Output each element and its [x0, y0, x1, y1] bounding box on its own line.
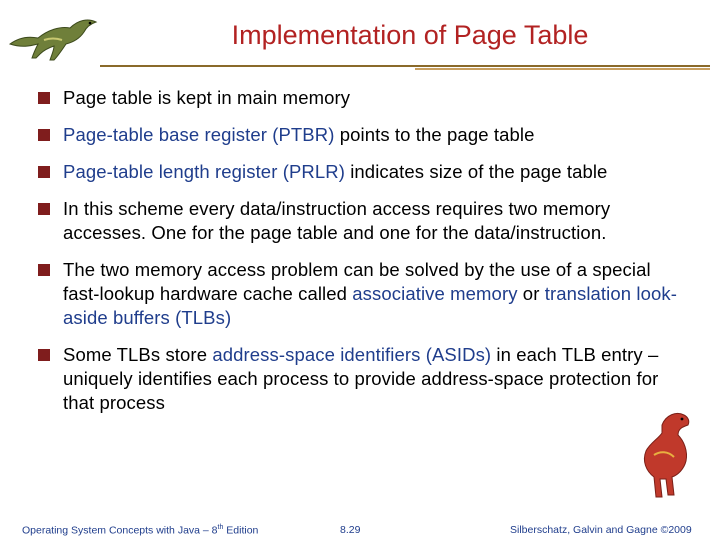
bullet-list — [38, 86, 678, 428]
bullet-item — [38, 258, 678, 330]
bullet-item — [38, 197, 678, 245]
bullet-item — [38, 123, 678, 147]
bullet-text: or — [517, 283, 545, 304]
title-divider-accent — [415, 68, 710, 70]
bullet-square-icon — [38, 349, 50, 361]
bullet-text: in each TLB entry – uniquely identifies each process to provide address-space protection for that process — [63, 344, 659, 413]
highlighted-term: Page-table base register (PTBR) — [63, 124, 335, 145]
title-divider — [100, 65, 710, 67]
footer-page-number: 8.29 — [340, 524, 361, 536]
highlighted-term: Page-table length register (PRLR) — [63, 161, 345, 182]
bullet-square-icon — [38, 203, 50, 215]
footer-book-title: Operating System Concepts with Java – 8th Edition — [22, 524, 259, 537]
bullet-text: The two memory access problem can be solved by the use of a special fast-lookup hardware cache called — [63, 259, 651, 304]
bullet-item — [38, 160, 678, 184]
highlighted-term: associative memory — [352, 283, 518, 304]
bullet-square-icon — [38, 92, 50, 104]
bullet-text: In this scheme every data/instruction access requires two memory accesses. One for the page table and one for the data/instruction. — [63, 198, 611, 243]
bullet-item — [38, 86, 678, 110]
dinosaur-logo-icon — [632, 405, 712, 505]
bullet-square-icon — [38, 166, 50, 178]
bullet-text: points to the page table — [334, 124, 535, 145]
bullet-text: Some TLBs store — [63, 344, 213, 365]
bullet-item — [38, 343, 678, 415]
highlighted-term: translation look-aside buffers (TLBs) — [63, 283, 677, 328]
dinosaur-logo-icon — [4, 10, 100, 62]
bullet-text: Page table is kept in main memory — [63, 87, 351, 108]
bullet-square-icon — [38, 129, 50, 141]
bullet-text: indicates size of the page table — [344, 161, 608, 182]
footer-authors: Silberschatz, Galvin and Gagne ©2009 — [510, 524, 692, 536]
page-title: Implementation of Page Table — [231, 20, 589, 50]
highlighted-term: address-space identifiers (ASIDs) — [212, 344, 492, 365]
bullet-square-icon — [38, 264, 50, 276]
